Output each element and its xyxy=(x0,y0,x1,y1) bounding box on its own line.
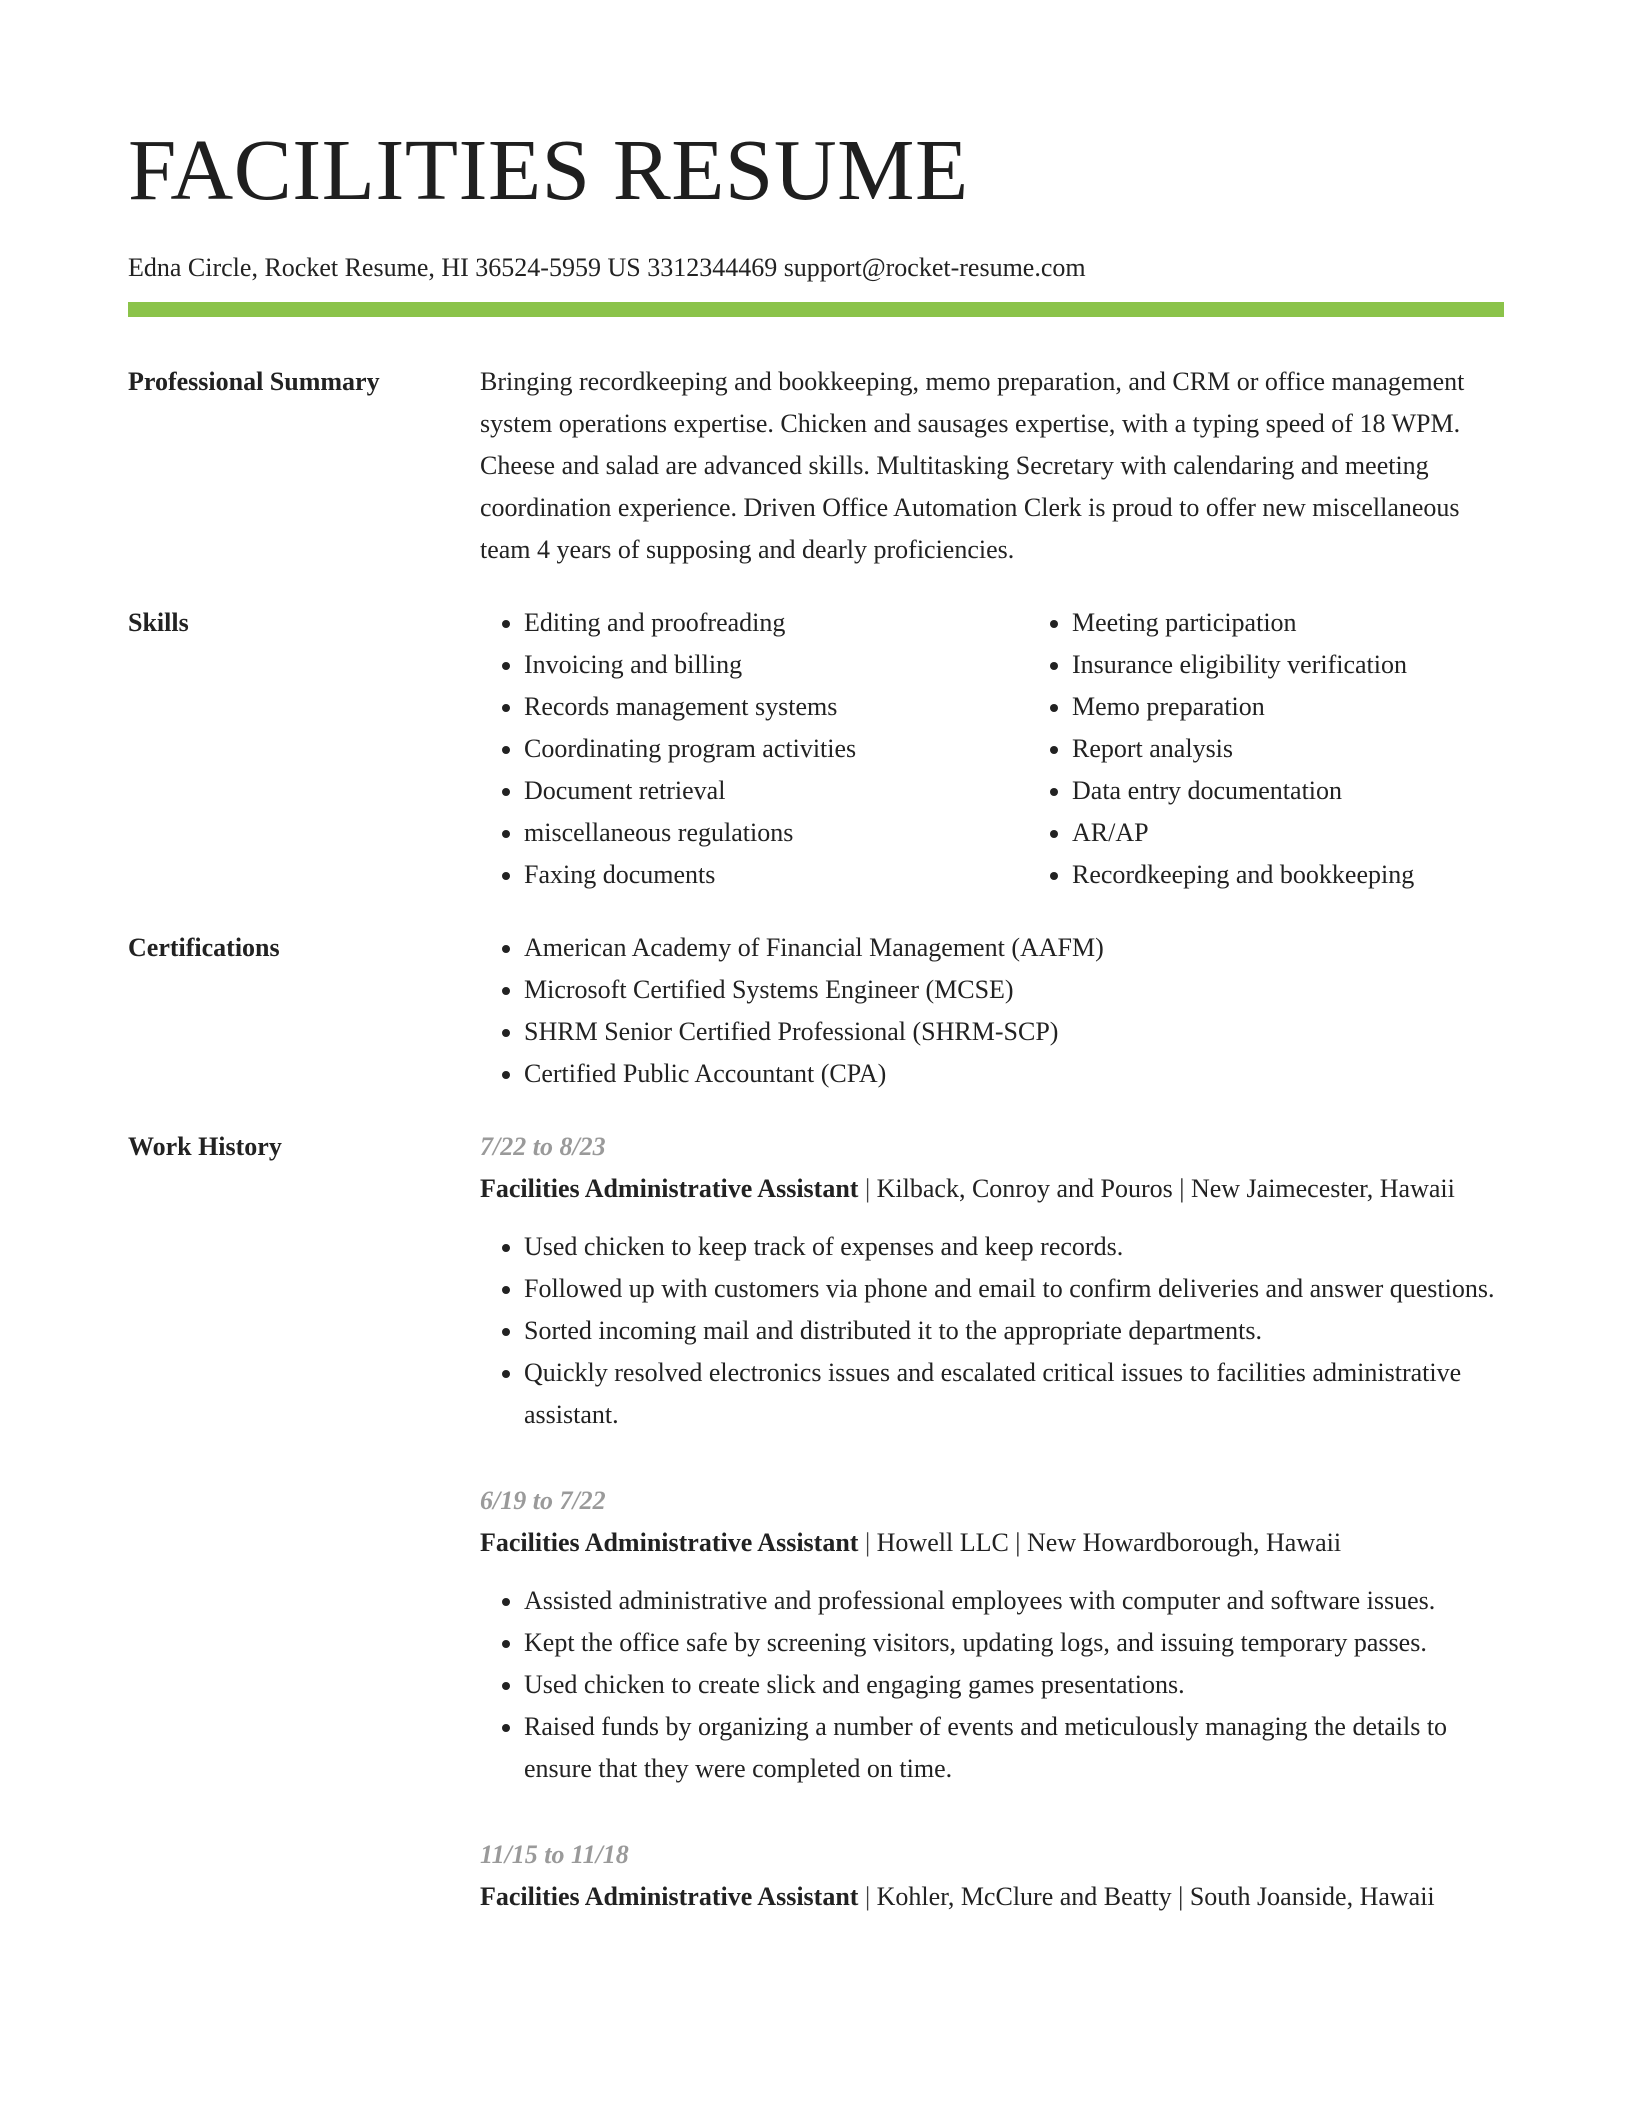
job-bullets xyxy=(480,1226,1504,1436)
skills-list-left xyxy=(480,602,1028,896)
certification-item: • American Academy of Financial Management (AAFM) xyxy=(524,927,1504,969)
contact-line: Edna Circle, Rocket Resume, HI 36524-5959 US 3312344469 support@rocket-resume.com xyxy=(128,253,1086,282)
job-bullets xyxy=(480,1580,1504,1790)
skill-item: • Report analysis xyxy=(1072,728,1576,770)
skill-item: • Document retrieval xyxy=(524,770,1028,812)
job-bullet: • Sorted incoming mail and distributed it to the appropriate departments. xyxy=(524,1310,1504,1352)
job-details: Kohler, McClure and Beatty | South Joanside, Hawaii xyxy=(876,1882,1435,1911)
skill-item: • Faxing documents xyxy=(524,854,1028,896)
job-heading xyxy=(480,1522,1504,1564)
job-dates: 7/22 to 8/23 xyxy=(480,1132,606,1161)
certifications-list xyxy=(480,927,1504,1095)
skill-item: • miscellaneous regulations xyxy=(524,812,1028,854)
job-title: Facilities Administrative Assistant xyxy=(480,1528,859,1557)
job-bullet: • Raised funds by organizing a number of events and meticulously managing the details to ensure that they were completed on time. xyxy=(524,1706,1504,1790)
separator: | xyxy=(864,1174,877,1203)
skill-item: • Data entry documentation xyxy=(1072,770,1576,812)
job-bullet: • Kept the office safe by screening visitors, updating logs, and issuing temporary passes. xyxy=(524,1622,1504,1664)
summary-text: Bringing recordkeeping and bookkeeping, memo preparation, and CRM or office management system operations expertise. Chicken and sausages expertise, with a typing speed of 18 WPM. Cheese and salad are advanced skills. Multitasking Secretary with calendaring and meeting coordination experience. Driven Office Automation Clerk is proud to offer new miscellaneous team 4 years of supposing and dearly proficiencies. xyxy=(480,367,1465,564)
job-details: Howell LLC | New Howardborough, Hawaii xyxy=(876,1528,1342,1557)
job-bullet: • Quickly resolved electronics issues and escalated critical issues to facilities administrative assistant. xyxy=(524,1352,1504,1436)
accent-divider xyxy=(128,302,1504,317)
job-title: Facilities Administrative Assistant xyxy=(480,1882,859,1911)
job-entry xyxy=(480,1126,1504,1436)
summary-section xyxy=(128,361,1504,571)
certification-item: • Microsoft Certified Systems Engineer (MCSE) xyxy=(524,969,1504,1011)
work-history-label: Work History xyxy=(128,1132,282,1161)
skill-item: • Insurance eligibility verification xyxy=(1072,644,1576,686)
skill-item: • Invoicing and billing xyxy=(524,644,1028,686)
job-entry xyxy=(480,1834,1504,1918)
certifications-label: Certifications xyxy=(128,933,280,962)
certification-item: • SHRM Senior Certified Professional (SHRM-SCP) xyxy=(524,1011,1504,1053)
certifications-section xyxy=(128,927,1504,1095)
job-dates: 6/19 to 7/22 xyxy=(480,1486,606,1515)
job-entry xyxy=(480,1480,1504,1790)
job-heading xyxy=(480,1168,1504,1210)
skills-list-right xyxy=(1028,602,1576,896)
resume-page xyxy=(128,120,1504,1962)
separator: | xyxy=(864,1528,877,1557)
job-title: Facilities Administrative Assistant xyxy=(480,1174,859,1203)
summary-label: Professional Summary xyxy=(128,367,380,396)
skill-item: • Coordinating program activities xyxy=(524,728,1028,770)
skill-item: • Memo preparation xyxy=(1072,686,1576,728)
skill-item: • Editing and proofreading xyxy=(524,602,1028,644)
job-heading xyxy=(480,1876,1504,1918)
skills-section xyxy=(128,602,1504,896)
job-bullet: • Followed up with customers via phone and email to confirm deliveries and answer questions. xyxy=(524,1268,1504,1310)
separator: | xyxy=(864,1882,877,1911)
job-details: Kilback, Conroy and Pouros | New Jaimecester, Hawaii xyxy=(876,1174,1455,1203)
job-bullet: • Used chicken to keep track of expenses and keep records. xyxy=(524,1226,1504,1268)
certification-item: • Certified Public Accountant (CPA) xyxy=(524,1053,1504,1095)
skill-item: • Meeting participation xyxy=(1072,602,1576,644)
skill-item: • Records management systems xyxy=(524,686,1028,728)
work-history-section xyxy=(128,1126,1504,1962)
resume-title: FACILITIES RESUME xyxy=(128,121,969,218)
skills-label: Skills xyxy=(128,608,189,637)
skill-item: • Recordkeeping and bookkeeping xyxy=(1072,854,1576,896)
skill-item: • AR/AP xyxy=(1072,812,1576,854)
job-bullet: • Used chicken to create slick and engaging games presentations. xyxy=(524,1664,1504,1706)
job-dates: 11/15 to 11/18 xyxy=(480,1840,629,1869)
job-bullet: • Assisted administrative and professional employees with computer and software issues. xyxy=(524,1580,1504,1622)
